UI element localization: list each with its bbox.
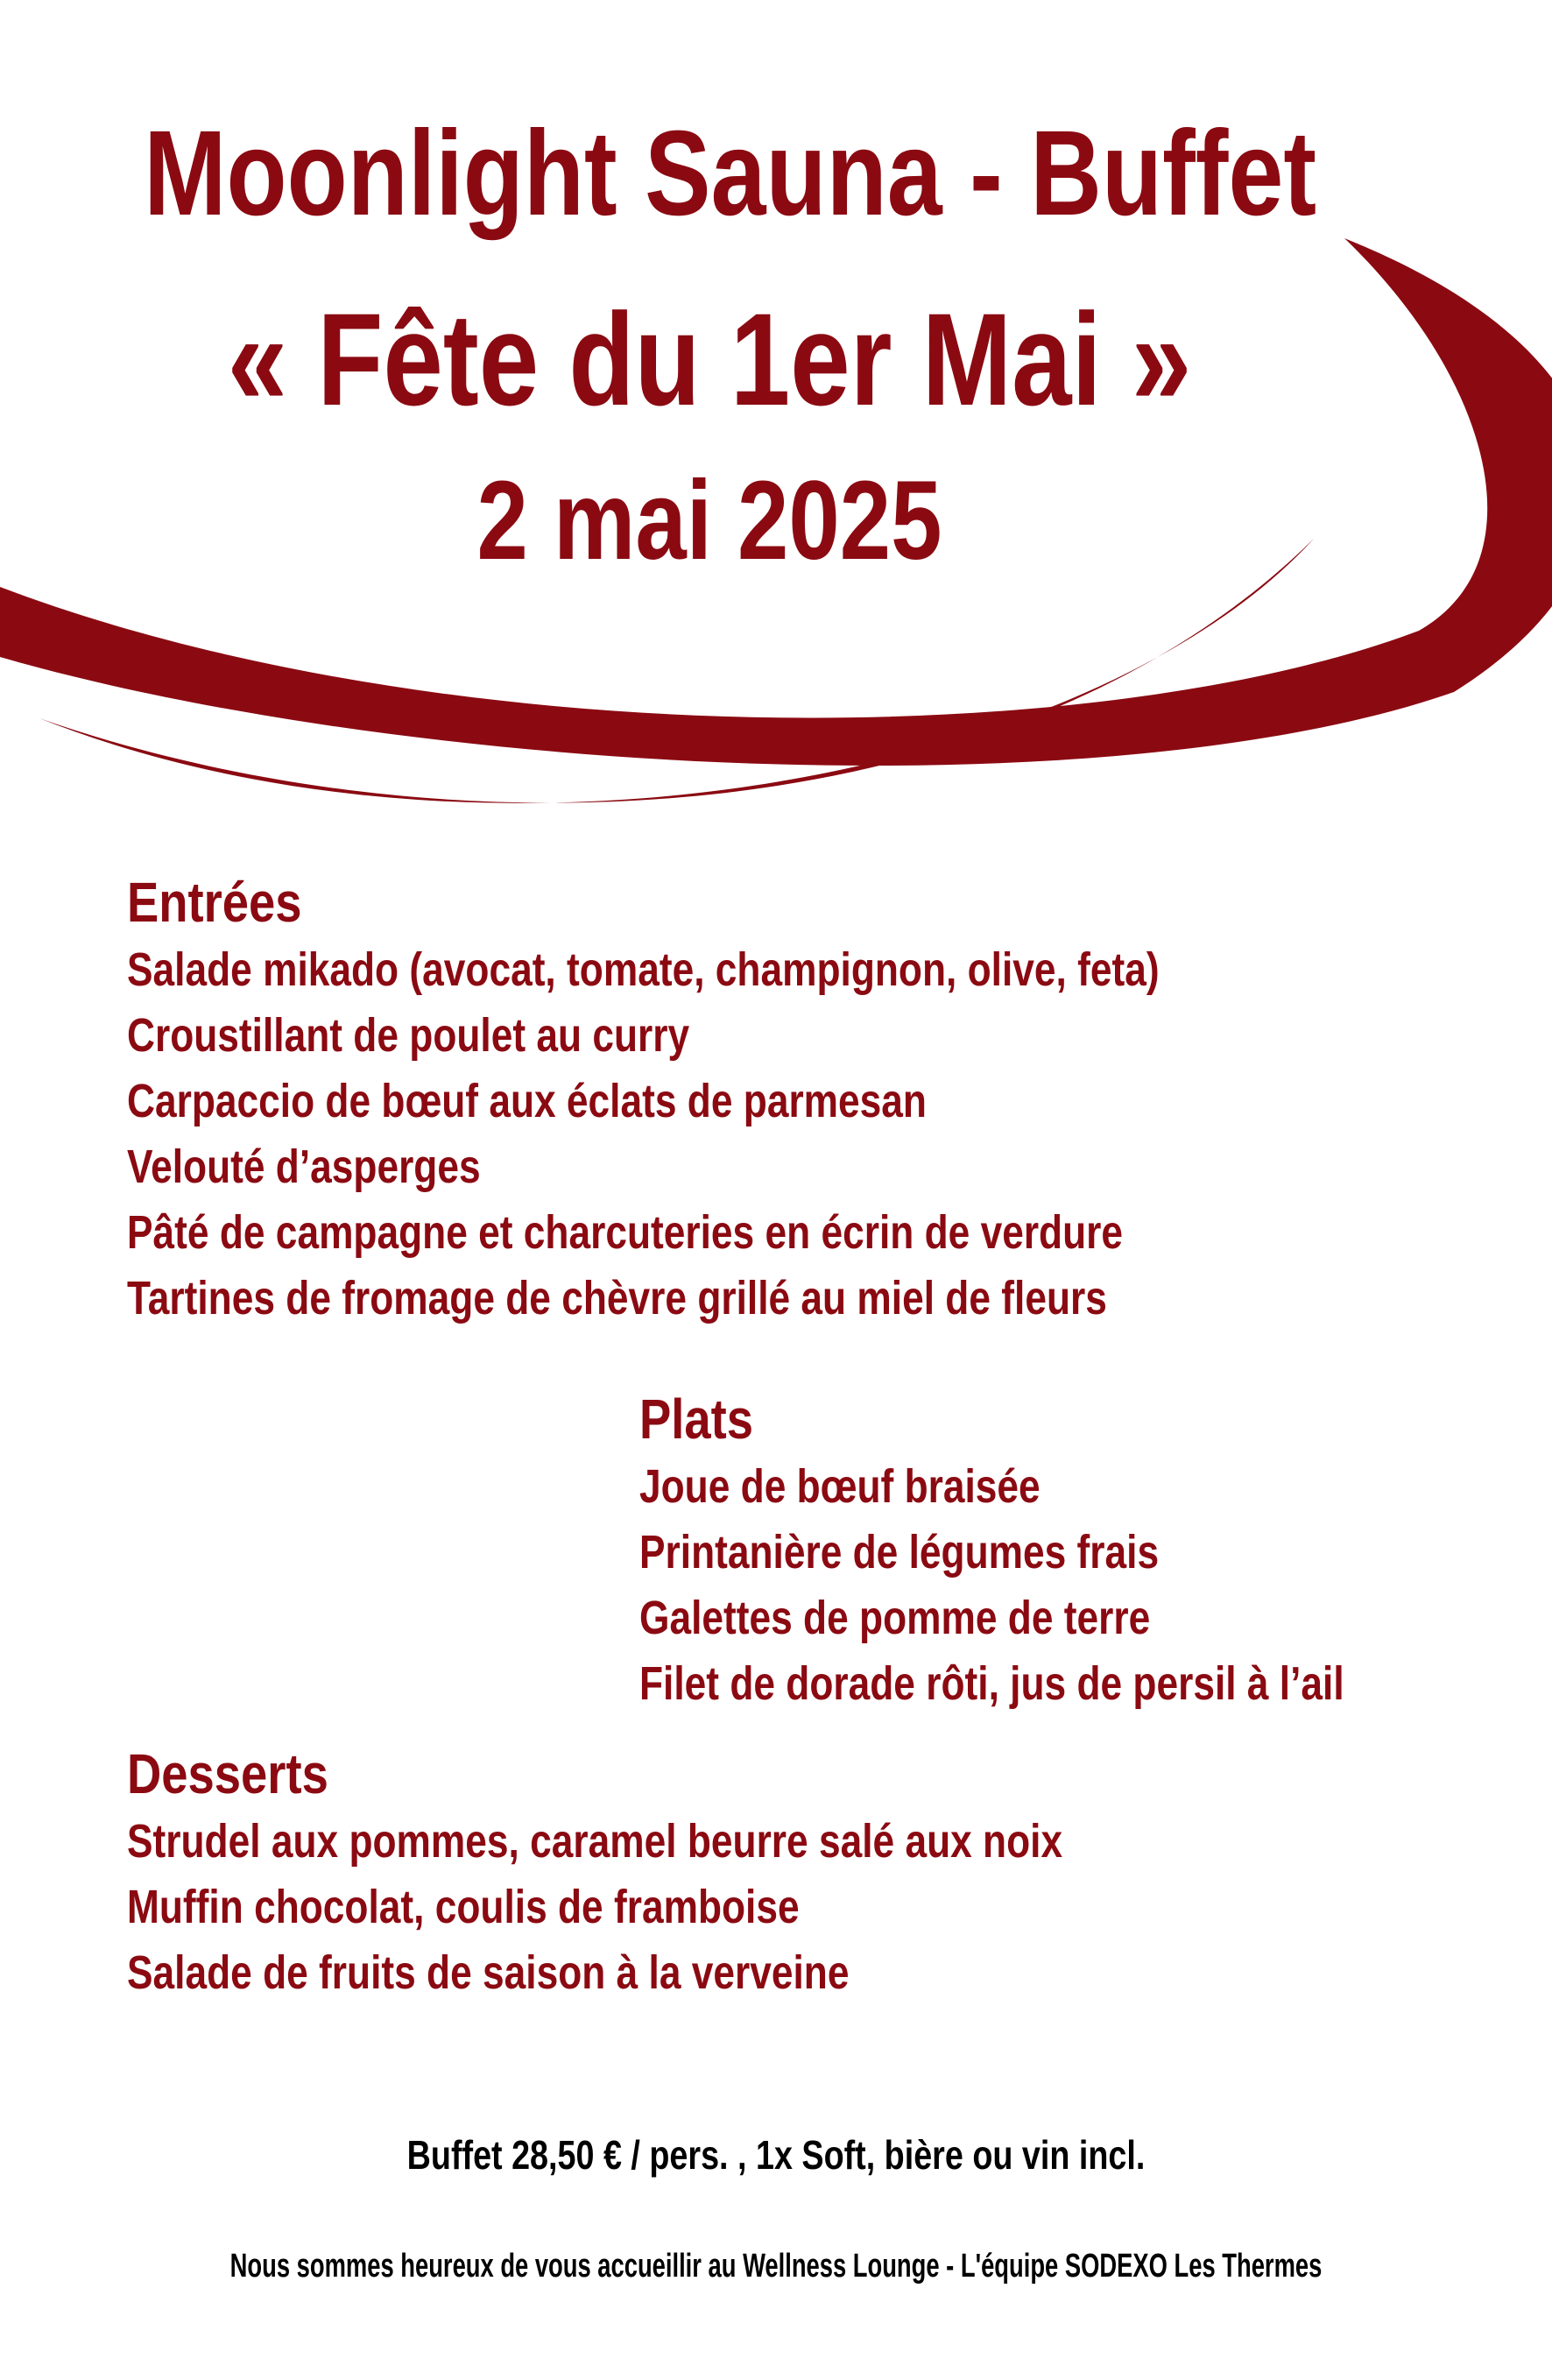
- menu-item: Carpaccio de bœuf aux éclats de parmesan: [127, 1075, 927, 1127]
- desserts-section: [127, 1739, 1268, 2006]
- menu-item: Strudel aux pommes, caramel beurre salé aux noix: [127, 1815, 1063, 1868]
- menu-item: Salade de fruits de saison à la verveine: [127, 1946, 850, 1999]
- menu-item: Filet de dorade rôti, jus de persil à l’ail: [639, 1657, 1344, 1710]
- event-date: 2 mai 2025: [476, 458, 942, 583]
- poster-title: Moonlight Sauna - Buffet: [144, 106, 1317, 241]
- menu-item: Tartines de fromage de chèvre grillé au miel de fleurs: [127, 1272, 1107, 1324]
- menu-item: Salade mikado (avocat, tomate, champignon, olive, feta): [127, 943, 1160, 996]
- entrees-section: [127, 867, 1386, 1331]
- menu-item: Croustillant de poulet au curry: [127, 1009, 690, 1062]
- menu-item: Velouté d’asperges: [127, 1141, 481, 1193]
- price-line: Buffet 28,50 € / pers. , 1x Soft, bière ou vin incl.: [406, 2132, 1146, 2178]
- plats-list: [639, 1454, 1499, 1717]
- entrees-heading: Entrées: [127, 871, 302, 934]
- event-name: « Fête du 1er Mai »: [227, 286, 1192, 433]
- menu-item: Printanière de légumes frais: [639, 1526, 1160, 1578]
- menu-item: Muffin chocolat, coulis de framboise: [127, 1881, 800, 1933]
- menu-item: Joue de bœuf braisée: [639, 1460, 1041, 1513]
- desserts-list: [127, 1809, 1268, 2006]
- entrees-list: [127, 937, 1386, 1331]
- menu-item: Galettes de pomme de terre: [639, 1592, 1151, 1644]
- plats-heading: Plats: [639, 1388, 754, 1451]
- footer-line: Nous sommes heureux de vous accueillir au Wellness Lounge - L'équipe SODEXO Les Thermes: [229, 2248, 1323, 2285]
- plats-section: [639, 1384, 1499, 1717]
- menu-item: Pâté de campagne et charcuteries en écrin de verdure: [127, 1206, 1124, 1259]
- desserts-heading: Desserts: [127, 1742, 328, 1805]
